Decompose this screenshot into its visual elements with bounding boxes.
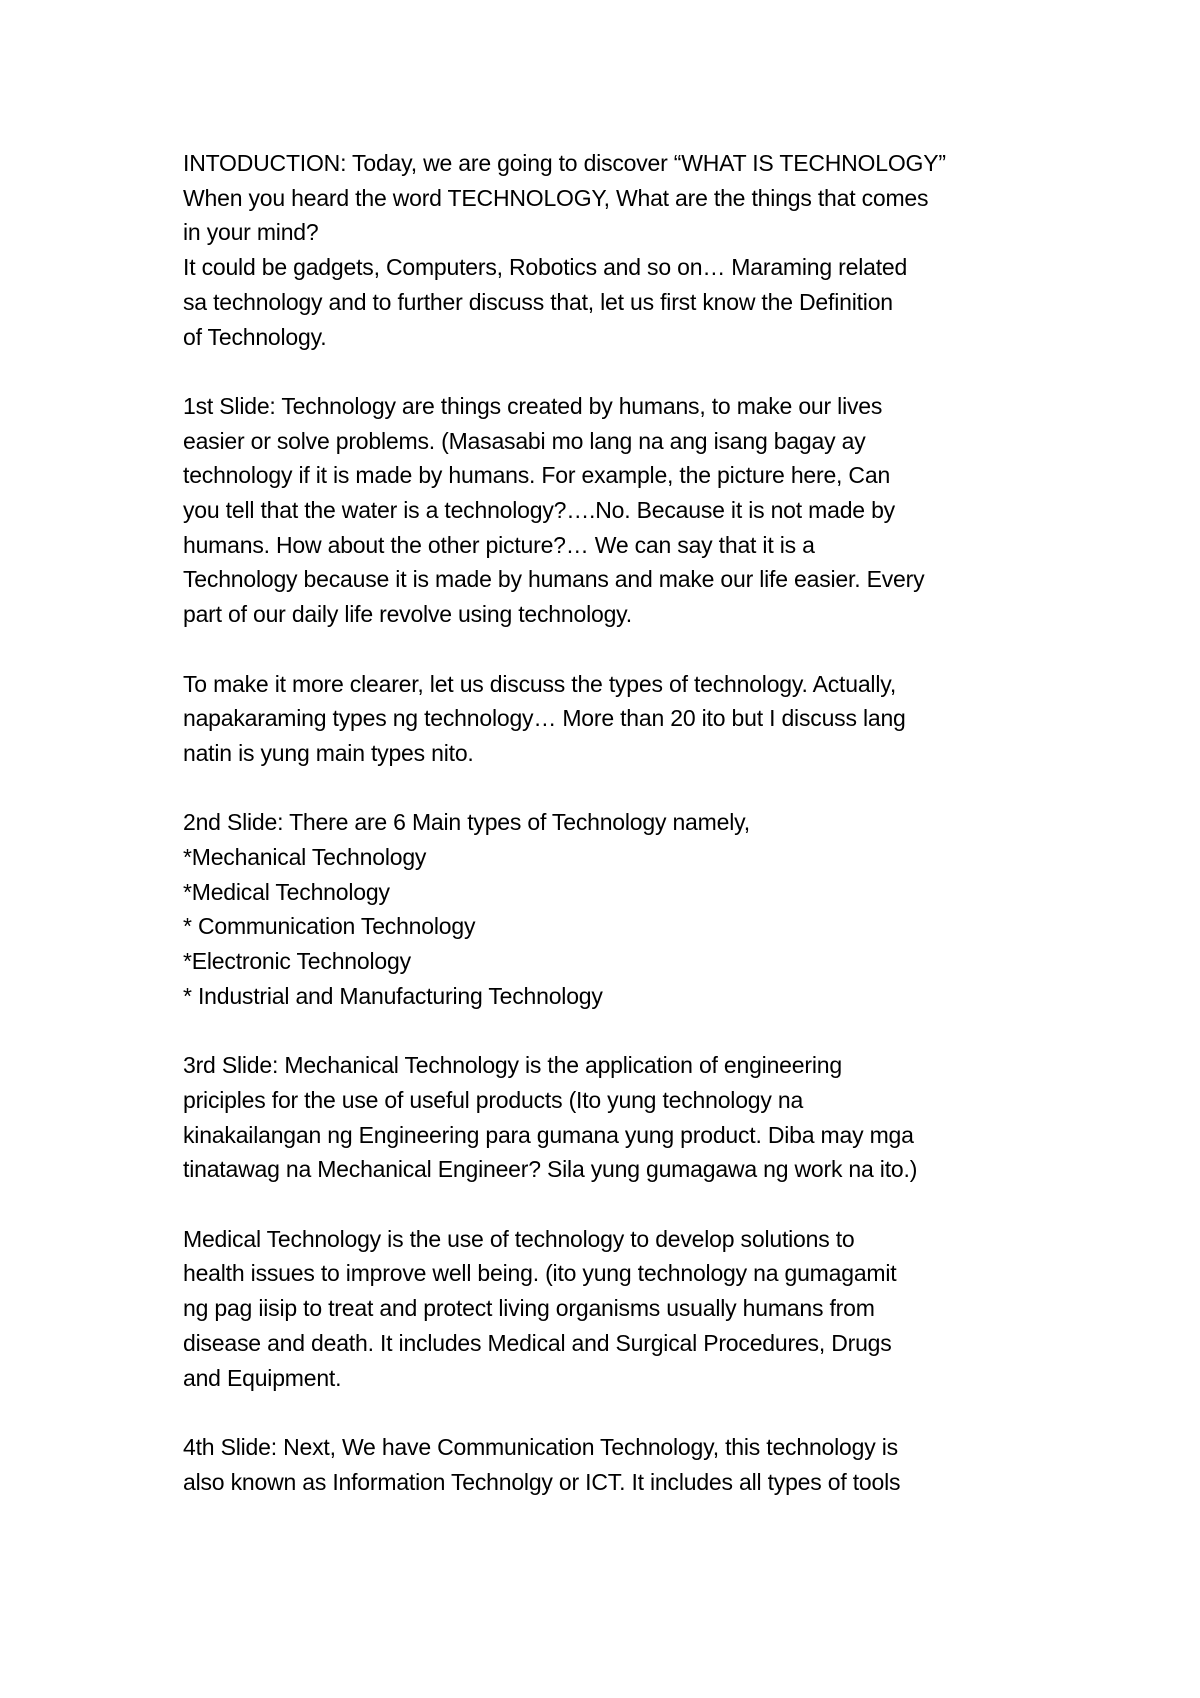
text-line: 2nd Slide: There are 6 Main types of Technology namely, [183,809,750,836]
paragraph-slide-2 [183,805,1063,1013]
list-item: * Industrial and Manufacturing Technology [183,982,603,1009]
text-line: natin is yung main types nito. [183,739,474,766]
text-line: also known as Information Technolgy or ICT. It includes all types of tools [183,1468,901,1495]
text-line: 3rd Slide: Mechanical Technology is the application of engineering [183,1052,842,1079]
list-item: *Electronic Technology [183,948,411,975]
text-line: priciples for the use of useful products (Ito yung technology na [183,1086,804,1113]
text-line: 4th Slide: Next, We have Communication Technology, this technology is [183,1433,898,1460]
paragraph-slide-1 [183,389,1063,632]
list-item: *Medical Technology [183,878,390,905]
paragraph-medical-technology [183,1222,1063,1396]
text-line: tinatawag na Mechanical Engineer? Sila yung gumagawa ng work na ito.) [183,1156,918,1183]
text-line: When you heard the word TECHNOLOGY, What are the things that comes [183,184,929,211]
text-line: INTODUCTION: Today, we are going to discover “WHAT IS TECHNOLOGY” [183,150,946,176]
text-line: technology if it is made by humans. For example, the picture here, Can [183,462,891,489]
text-line: kinakailangan ng Engineering para gumana yung product. Diba may mga [183,1121,914,1148]
text-line: Technology because it is made by humans and make our life easier. Every [183,566,925,593]
text-line: Medical Technology is the use of technology to develop solutions to [183,1225,855,1252]
text-line: of Technology. [183,323,327,350]
list-item: *Mechanical Technology [183,844,427,871]
text-line: and Equipment. [183,1364,342,1391]
text-line: easier or solve problems. (Masasabi mo lang na ang isang bagay ay [183,427,866,454]
text-line: you tell that the water is a technology?….No. Because it is not made by [183,497,895,524]
text-line: It could be gadgets, Computers, Robotics and so on… Maraming related [183,254,908,281]
paragraph-slide-4 [183,1430,1063,1499]
paragraph-slide-3 [183,1048,1063,1187]
text-line: humans. How about the other picture?… We can say that it is a [183,531,815,558]
text-line: sa technology and to further discuss that, let us first know the Definition [183,288,893,315]
text-line: disease and death. It includes Medical and Surgical Procedures, Drugs [183,1329,892,1356]
text-line: part of our daily life revolve using technology. [183,601,632,628]
paragraph-types-intro [183,667,1063,771]
text-line: To make it more clearer, let us discuss the types of technology. Actually, [183,670,897,697]
list-item: * Communication Technology [183,913,476,940]
text-line: ng pag iisip to treat and protect living organisms usually humans from [183,1295,875,1322]
document-body [183,146,1063,1534]
text-line: in your mind? [183,219,319,246]
text-line: 1st Slide: Technology are things created by humans, to make our lives [183,392,883,419]
text-line: napakaraming types ng technology… More than 20 ito but I discuss lang [183,705,906,732]
paragraph-introduction [183,146,1063,354]
text-line: health issues to improve well being. (ito yung technology na gumagamit [183,1260,897,1287]
